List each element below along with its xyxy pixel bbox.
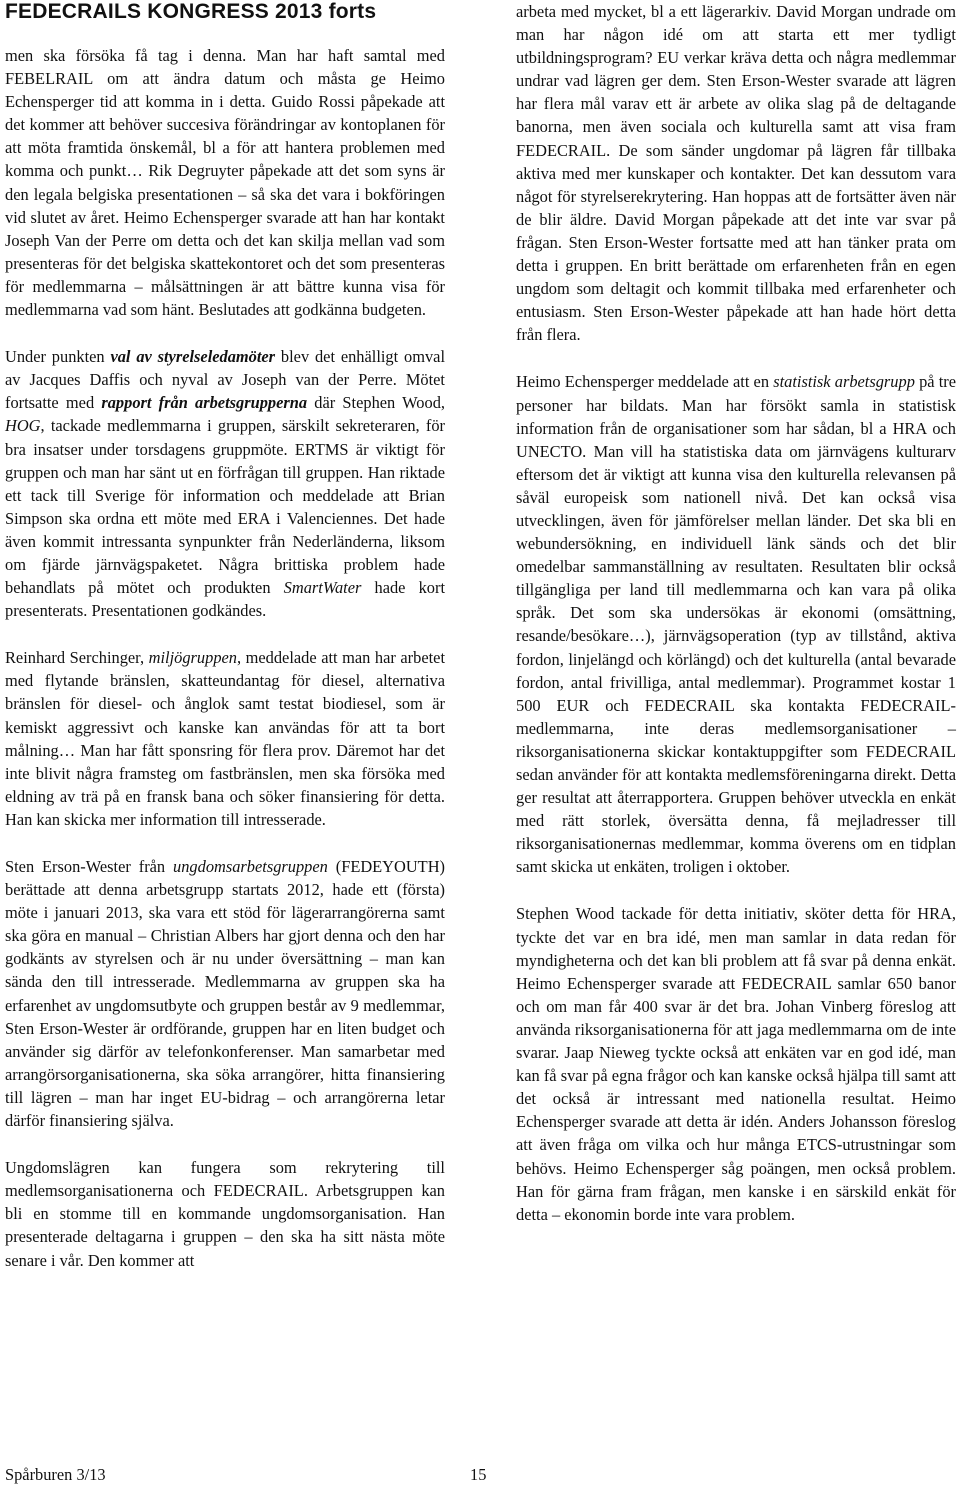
group-name: HOG <box>5 416 41 436</box>
right-column <box>516 0 956 1226</box>
topic-highlight: val av styrelseledamöter <box>110 347 276 367</box>
paragraph: Sten Erson-Wester från ungdomsarbetsgruppen (FEDEYOUTH) berättade att denna arbetsgrupp startats 2012, hade ett (första) möte i januari 2013, ska vara ett stöd för lägerarrangörerna samt ska göra en manual – Christian Albers har gjort denna och den har godkänts av styrelsen och är nu under översättning – man kan sända den till intresserade. Medlemmarna av gruppen ska ha erfarenhet av ungdomsutbyte och gruppen består av 9 medlemmar, Sten Erson-Wester är ordförande, gruppen har en liten budget och använder sig därför av telefonkonferenser. Man samarbetar med arrangörsorganisationerna, ska söka arrangörer, hitta finansiering till lägren – man har inget EU-bidrag – och arrangörerna letar därför finansiering själva. <box>5 857 445 1131</box>
paragraph: Heimo Echensperger meddelade att en statistisk arbetsgrupp på tre personer har bildats. Man har försökt samla in statistisk information från de organisationer som har sådan, bl a HRA och UNECTO. Man vill ha statistiska data om järnvägens kulturarv eftersom det är viktigt att kunna visa den kulturella relevansen på såväl europeisk som nationell nivå. Det kan också visa utvecklingen, även för jämförelser mellan länder. Det ska bli en webundersökning, en individuell länk sänds och det blir omedelbar sammanställning av resultaten. Resultaten blir också tillgängliga per land till medlemmarna och kan vara på olika språk. Det som ska undersökas är ekonomi (omsättning, resande/besökare…), järnvägsoperation (typ av tillstånd, aktiva fordon, linjelängd och körlängd) och det kulturella (antal bevarade fordon, antal frivilliga, antal medlemmar). Programmet kostar 1 500 EUR och FEDECRAIL ska kontakta FEDECRAIL-medlemmarna, inte deras medlemsorganisationer – riksorganisationerna skickar kontaktuppgifter som FEDECRAIL sedan använder för att kontakta medlemsföreningarna direkt. Detta ger resultat att återrapportera. Gruppen behöver utveckla en enkät med rätt storlek, översätta denna, få mejladresser till riksorganisationernas medlemmar, komma överens om en tidplan samt skicka ut enkäten, troligen i oktober. <box>516 372 956 877</box>
paragraph: arbeta med mycket, bl a ett lägerarkiv. David Morgan undrade om man har någon idé om att starta ett mer tydligt utbildningsprogram? EU verkar kräva detta och några medlemmar undrar vad lägren ger dem. Sten Erson-Wester svarade att lägren har flera mål varav ett är arbete av olika slag på de deltagande banorna, men även sociala och kulturella samt att visa fram FEDECRAIL. De som sänder ungdomar på lägren får tillbaka aktiva med mer kunskaper och kontakter. Det kan dessutom vara något för styrelserekrytering. Han hoppas att de fortsätter även när de blir äldre. David Morgan påpekade att det inte var svar på frågan. Sten Erson-Wester fortsatte med att han tänker prata om detta i gruppen. En britt berättade om erfarenheten från en egen ungdom som deltagit och kommit tillbaka med erfarenheter och entusiasm. Sten Erson-Wester påpekade att han hade hört detta från flera. <box>516 2 956 345</box>
paragraph: Reinhard Serchinger, miljögruppen, meddelade att man har arbetet med flytande bränslen, skatteundantag för diesel, alternativa bränslen för diesel- och ånglok samt testat biodiesel, som är kemiskt aggressivt och kanske kan användas för att ta bort målning… Man har fått sponsring för flera prov. Däremot har det inte blivit några framsteg om fastbränslen, men ska försöka med eldning av trä på en fransk bana och söker finansiering för detta. Han kan skicka mer information till intresserade. <box>5 648 445 829</box>
topic-highlight: rapport från arbetsgrupperna <box>101 393 308 413</box>
group-name: ungdomsarbetsgruppen <box>173 857 328 876</box>
paragraph: men ska försöka få tag i denna. Man har haft samtal med FEBELRAIL om att ändra datum och måsta ge Heimo Echensperger tid att komma in i detta. Guido Rossi påpekade att det kommer att behöver succesiva förändringar av kontoplanen för att möta framtida önskemål, bl a för att hantera problemen med komma och punkt… Rik Degruyter påpekade att det som syns är den legala belgiska presentationen – så ska det vara i bokföringen vid slutet av året. Heimo Echensperger svarade att han har kontakt Joseph Van der Perre om detta och det kan skilja mellan vad som presenteras för det belgiska skattekontoret och det som presenteras för medlemmarna – målsättningen är att bättre kunna visa för medlemmarna vad som hänt. Beslutades att godkänna budgeten. <box>5 46 445 320</box>
publication-footer: Spårburen 3/13 <box>5 1465 106 1484</box>
group-name: miljögruppen <box>148 648 237 668</box>
paragraph: Ungdomslägren kan fungera som rekrytering till medlemsorganisationerna och FEDECRAIL. Arbetsgruppen kan bli en stomme till en kommande ungdomsorganisation. Han presenterade deltagarna i gruppen – den ska ha sitt nästa möte senare i vår. Den kommer att <box>5 1158 445 1270</box>
page-title: FEDECRAILS KONGRESS 2013 forts <box>5 0 377 23</box>
group-name: statistisk arbetsgrupp <box>773 372 915 392</box>
paragraph: Under punkten val av styrelseledamöter blev det enhälligt omval av Jacques Daffis och nyval av Joseph van der Perre. Mötet fortsatte med rapport från arbetsgrupperna där Stephen Wood, HOG, tackade medlemmarna i gruppen, särskilt sekreteraren, för bra insatser under torsdagens gruppmöte. ERTMS är viktigt för gruppen och man har sänt ut en förfrågan till gruppen. Han riktade ett tack till Sverige för information och meddelade att Brian Simpson ska ordna ett möte med ERA i Valenciennes. Det hade även kommit intressanta synpunkter från Nederländerna, liksom om fjärde järnvägspaketet. Några brittiska problem hade behandlats på mötet och produkten SmartWater hade kort presenterats. Presentationen godkändes. <box>5 347 445 621</box>
left-column <box>5 44 445 1272</box>
page-number: 15 <box>470 1465 487 1484</box>
product-name: SmartWater <box>283 578 362 598</box>
paragraph: Stephen Wood tackade för detta initiativ, sköter detta för HRA, tyckte det var en bra idé, men man samlar in data redan för myndigheterna och det kan bli problem att få svar på denna enkät. Heimo Echensperger svarade att FEDECRAIL samlar 650 banor och om man får 400 svar är det bra. Johan Vinberg föreslog att använda riksorganisationerna för att jaga medlemmarna om de inte svarar. Jaap Nieweg tyckte också att enkäten var en god idé, man kan få svar på egna frågor och kan kanske också hjälpa till samt att det också är intressant med nationella resultat. Heimo Echensperger svarade att detta är idén. Anders Johansson föreslog att även fråga om vilka och hur många ETCS-utrustningar som behövs. Heimo Echensperger såg poängen, men också problem. Han för gärna fram frågan, men kanske i en särskild enkät för detta – ekonomin borde inte vara problem. <box>516 904 956 1224</box>
